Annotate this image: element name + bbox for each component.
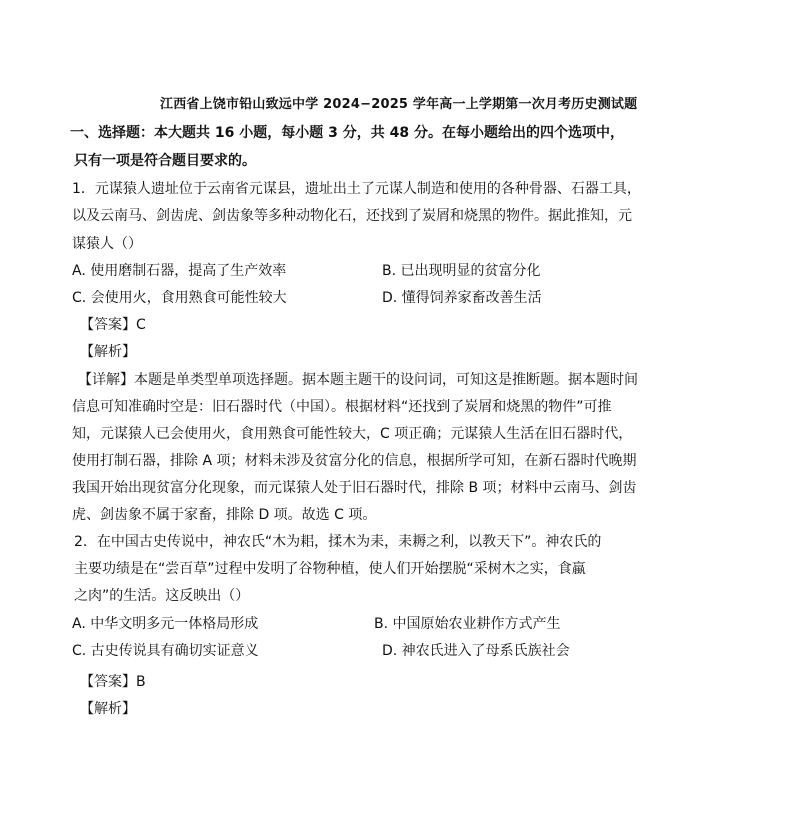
section-heading-line-1: 一、选择题：本大题共 16 小题，每小题 3 分，共 48 分。在每小题给出的四个选项中， <box>70 125 624 141</box>
q1-option-b: B. 已出现明显的贫富分化 <box>382 263 541 279</box>
q1-detail-line-3: 知，元谋猿人已会使用火，食用熟食可能性较大，C 项正确；元谋猿人生活在旧石器时代， <box>72 426 633 442</box>
q1-stem-line-2: 以及云南马、剑齿虎、剑齿象等多种动物化石，还找到了炭屑和烧黑的物件。据此推知，元 <box>72 208 632 224</box>
q2-option-d: D. 神农氏进入了母系氏族社会 <box>382 643 570 659</box>
q1-analysis-label: 【解析】 <box>80 344 136 360</box>
q2-option-b: B. 中国原始农业耕作方式产生 <box>374 616 561 632</box>
exam-title: 江西省上饶市铅山致远中学 2024−2025 学年高一上学期第一次月考历史测试题 <box>160 97 638 112</box>
q1-detail-line-2: 信息可知准确时空是：旧石器时代（中国）。根据材料“还找到了炭屑和烧黑的物件”可推 <box>72 399 612 415</box>
q1-stem-line-3: 谋猿人（） <box>72 236 142 252</box>
q1-detail-line-6: 虎、剑齿象不属于家畜，排除 D 项。故选 C 项。 <box>72 507 377 523</box>
q2-stem-line-3: 之肉”的生活。这反映出（） <box>74 588 250 604</box>
q2-stem-line-1: 2．在中国古史传说中，神农氏“木为耜，揉木为耒，耒耨之利，以教天下”。神农氏的 <box>74 534 602 550</box>
q1-stem-line-1: 1．元谋猿人遗址位于云南省元谋县，遗址出土了元谋人制造和使用的各种骨器、石器工具， <box>72 181 641 197</box>
q1-answer: 【答案】C <box>80 317 146 333</box>
q1-detail-line-1: 【详解】本题是单类型单项选择题。据本题主题干的设问词，可知这是推断题。据本题时间 <box>78 372 638 388</box>
q2-option-a: A. 中华文明多元一体格局形成 <box>72 616 259 632</box>
q2-stem-line-2: 主要功绩是在“尝百草”过程中发明了谷物种植，使人们开始摆脱“采树木之实，食蠃 <box>74 561 586 577</box>
q1-detail-line-4: 使用打制石器，排除 A 项；材料未涉及贫富分化的信息，根据所学可知，在新石器时代晚期 <box>72 453 637 469</box>
q1-option-a: A. 使用磨制石器，提高了生产效率 <box>72 263 287 279</box>
q1-option-d: D. 懂得饲养家畜改善生活 <box>382 290 542 306</box>
q1-option-c: C. 会使用火，食用熟食可能性较大 <box>72 290 287 306</box>
q2-option-c: C. 古史传说具有确切实证意义 <box>72 643 259 659</box>
q2-answer: 【答案】B <box>80 674 146 690</box>
q2-analysis-label: 【解析】 <box>80 701 136 717</box>
section-heading-line-2: 只有一项是符合题目要求的。 <box>74 153 256 169</box>
q1-detail-line-5: 我国开始出现贫富分化现象，而元谋猿人处于旧石器时代，排除 B 项；材料中云南马、剑齿 <box>72 480 637 496</box>
